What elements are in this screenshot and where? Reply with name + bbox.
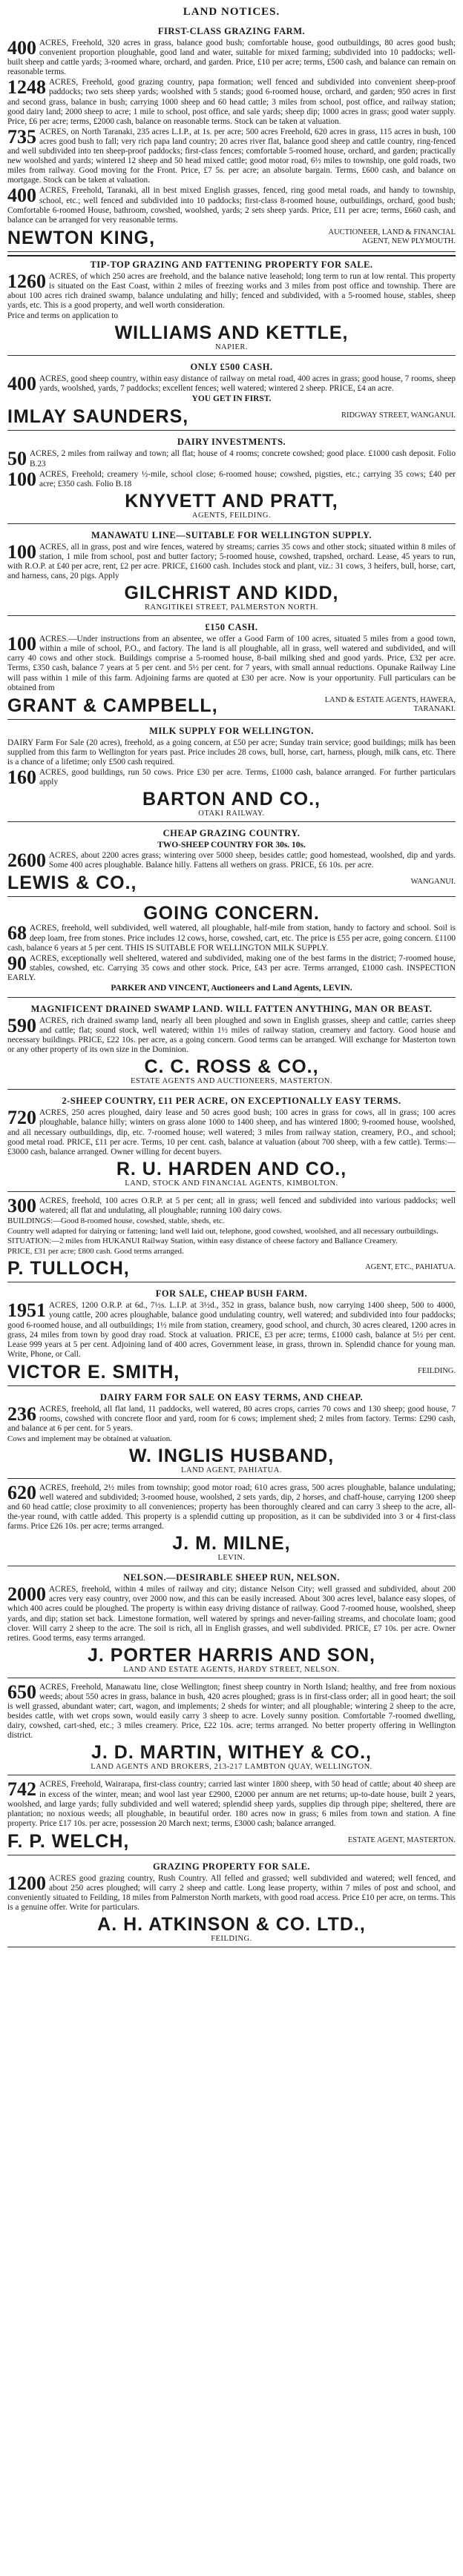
agent-note: NAPIER.	[214, 343, 249, 352]
ad-imlay-saunders	[7, 359, 456, 431]
ad-lead-number: 68	[7, 922, 27, 944]
agent-name: P. TULLOCH,	[7, 1258, 130, 1279]
ad-paragraph: 620 ACRES, freehold, 2½ miles from township; good motor road; 610 acres grass, 500 acres ploughable, balance undulating; well watered and subdivided; 3-roomed house, woolshed, 2 sets yards, dip, 2 horses, and chaff-house, carrying 1200 sheep and 60 head cattle; close proximity to all conveniences; property has been thoroughly cleared and can carry 3 sheep to the acre, all-the-year round, with cattle added. This property is a splendid cutting up proposition, as it can be subdivided into 3 or 4 first-class farms. Price £26 10s. per acre; terms arranged.	[7, 1481, 456, 1532]
agent-name: F. P. WELCH,	[7, 1830, 130, 1852]
land-notices-page	[7, 0, 456, 1947]
agent-row	[7, 1830, 456, 1852]
ad-paragraph: 100 ACRES, Freehold; creamery ½-mile, school close; 6-roomed house; cowshed, pigsties, etc.; carrying 35 cows; £40 per acre; £350 cash. Folio B.18	[7, 468, 456, 490]
page-title: LAND NOTICES.	[183, 6, 280, 18]
agent-name: KNYVETT AND PRATT,	[125, 490, 338, 511]
ad-heading: 2-SHEEP COUNTRY, £11 PER ACRE, ON EXCEPTIONALLY EASY TERMS.	[62, 1096, 401, 1107]
agent-note: RIDGWAY STREET, WANGANUI.	[341, 411, 456, 420]
ad-paragraph: 400 ACRES, good sheep country, within easy distance of railway on metal road, 400 acres in grass; good house, 7 rooms, sheep yards, woolshed, yards, 7 paddocks; excellent fences; well watered; wintered 2 sheep. PRICE, £4 an acre.	[7, 373, 456, 395]
agent-note: LAND & ESTATE AGENTS, HAWERA, TARANAKI.	[324, 695, 456, 713]
ad-lead-number: 90	[7, 952, 27, 974]
ad-lead-number: 100	[7, 540, 36, 563]
ad-paragraph: 590 ACRES, rich drained swamp land, nearly all been ploughed and sown in English grasses, sheep and cattle; carries sheep and cattle; flat; sound stock, well watered; within 1½ miles of railway station, creamery and factory. Good house and necessary buildings. PRICE, £22 10s. per acre, as a going concern. Good terms can be arranged. Will exchange for Masterton town or any other property of its own size in the Dominion.	[7, 1014, 456, 1055]
ad-lead-number: 590	[7, 1014, 36, 1036]
agent-name: IMLAY SAUNDERS,	[7, 406, 189, 428]
ad-paragraph: 2000 ACRES, freehold, within 4 miles of railway and city; distance Nelson City; well grassed and subdivided, about 200 acres very easy country, over 2000 now, and this can be easily increased. About 300 acres level, balance easy slopes, of which 400 acres could be ploughed. The property is within easy driving distance of railway. Good 7-roomed house, woolshed, sheep yards, and dip; station set back. Limestone formation, well watered by springs and never-failing streams, and chocolate loam; good clover. Will carry 2 sheep to the acre. The soil is rich, all in English grasses, and well subdivided. PRICE, £7 10s. per acre. Owner retires. Good terms, easy terms arranged.	[7, 1583, 456, 1643]
ad-lead-number: 400	[7, 37, 36, 59]
ad-paragraph: 90 ACRES, exceptionally well sheltered, watered and subdivided, making one of the best farms in the district; 7-roomed house, stables, cowshed, etc. Carrying 35 cows and other stock. Price, £43 per acre. Terms arranged, £1000 cash. INSPECTION EARLY.	[7, 952, 456, 982]
ad-paragraph: 742 ACRES, Freehold, Wairarapa, first-class country; carried last winter 1800 sheep, with 50 head of cattle; about 40 sheep are in excess of the winter, mean; and wool last year £2900, £2000 per annum are net returns; up-to-date house, built 2 years, woolshed, and large yards; fully subdivided and well watered; splendid sheep yards, supplies dip through pipe; sheltered, there are plantation; no noxious weeds; all ploughable, in beautiful order. 180 acres now in grass; 6 miles from town and station. A fine property. Price £17 10s. per acre, possession 20 March next; terms, £3000 cash; balance arranged.	[7, 1778, 456, 1828]
ad-paragraph: DAIRY Farm For Sale (20 acres), freehold, as a going concern, at £50 per acre; Sunday train service; good buildings; milk has been supplied from this farm to Wellington for years past. Price includes 28 cows, bull, horse, cart, harness, plough, milk cans, etc. There is a chance of a lifetime; only £500 cash required.	[7, 738, 456, 766]
ad-heading: DAIRY INVESTMENTS.	[177, 437, 286, 448]
ad-lead-number: 236	[7, 1403, 36, 1425]
agent-name: BARTON AND CO.,	[142, 789, 321, 810]
agent-row	[7, 694, 456, 716]
ad-lead-number: 650	[7, 1681, 36, 1703]
ad-paragraph: BUILDINGS:—Good 8-roomed house, cowshed, stable, sheds, etc.	[7, 1216, 225, 1225]
agent-note: LAND, STOCK AND FINANCIAL AGENTS, KIMBOLTON.	[125, 1179, 338, 1188]
ad-heading: MANAWATU LINE—SUITABLE FOR WELLINGTON SUPPLY.	[91, 529, 372, 540]
agent-note: FEILDING.	[417, 1366, 456, 1375]
ad-subheading: TWO-SHEEP COUNTRY FOR 30s. 10s.	[157, 841, 306, 850]
agent-note: LEVIN.	[217, 1554, 246, 1563]
ad-lead-number: 1248	[7, 76, 46, 99]
agent-note: LAND AGENTS AND BROKERS, 213-217 LAMBTON QUAY, WELLINGTON.	[91, 1763, 372, 1772]
agent-note: OTAKI RAILWAY.	[198, 809, 265, 818]
ad-lead-number: 400	[7, 185, 36, 207]
ad-paragraph: Country well adapted for dairying or fattening; land well laid out, telephone, good cowshed, woolshed, and all necessary outbuildings.	[7, 1226, 439, 1236]
ad-lead-number: 1260	[7, 270, 46, 292]
agent-note: LAND AGENT, PAHIATUA.	[181, 1466, 282, 1474]
ad-inglis-husband	[7, 1389, 456, 1479]
ad-williams-kettle	[7, 255, 456, 356]
agent-row	[7, 871, 456, 893]
agent-note: AGENTS, FEILDING.	[191, 511, 272, 520]
ad-lead-number: 1200	[7, 1872, 46, 1894]
ad-barton-co	[7, 723, 456, 822]
ad-heading: DAIRY FARM FOR SALE ON EASY TERMS, AND CHEAP.	[99, 1391, 364, 1403]
ad-paragraph: Cows and implement may be obtained at valuation.	[7, 1434, 172, 1444]
ad-gilchrist-kidd	[7, 527, 456, 616]
ad-paragraph: 50 ACRES, 2 miles from railway and town; all flat; house of 4 rooms; concrete cowshed; good place. £1000 cash deposit. Folio B.23	[7, 448, 456, 470]
ad-lead-number: 720	[7, 1107, 36, 1129]
ad-heading: NELSON.—DESIRABLE SHEEP RUN, NELSON.	[123, 1572, 340, 1583]
ad-lead-number: 2000	[7, 1583, 46, 1606]
ad-heading: GRAZING PROPERTY FOR SALE.	[152, 1861, 311, 1872]
ad-lead-number: 50	[7, 448, 27, 470]
ad-paragraph: Price and terms on application to	[7, 311, 119, 321]
agent-note: ESTATE AGENTS AND AUCTIONEERS, MASTERTON.	[130, 1077, 332, 1086]
agent-row	[7, 226, 456, 248]
agent-name: GRANT & CAMPBELL,	[7, 695, 218, 716]
agent-name: R. U. HARDEN AND CO.,	[116, 1158, 347, 1179]
agent-name: A. H. ATKINSON & CO. LTD.,	[97, 1914, 366, 1936]
ad-tulloch	[7, 1195, 456, 1283]
agent-name: J. D. MARTIN, WITHEY & CO.,	[91, 1742, 372, 1764]
ad-heading: MAGNIFICENT DRAINED SWAMP LAND. WILL FATTEN ANYTHING, MAN OR BEAST.	[30, 1003, 433, 1014]
ad-subheading: YOU GET IN FIRST.	[191, 394, 272, 404]
ad-paragraph: 100 ACRES.—Under instructions from an absentee, we offer a Good Farm of 100 acres, situated 5 miles from a good town, within a mile of school, P.O., and factory. The land is all ploughable, all in grass, well watered and subdivided, and will carry 40 cows and other stock. Buildings comprise a 5-roomed house, 8-bail milking shed and good yards. Price, £32 per acre. Terms, £350 cash, balance 7 years at 5 per cent. and 5½ per cent. for 7 years, with small annual reductions. Opunake Railway Line will pass within 1 mile of this farm. Adjoining farms are quoted at £30 per acre. Now is your opportunity. Full particulars can be obtained from	[7, 633, 456, 692]
agent-row	[7, 405, 456, 427]
ad-heading: £150 CASH.	[205, 622, 258, 633]
ad-lead-number: 742	[7, 1778, 36, 1801]
agent-name: J. PORTER HARRIS AND SON,	[87, 1644, 375, 1666]
agent-name: WILLIAMS AND KETTLE,	[114, 322, 349, 344]
ad-paragraph: 236 ACRES, freehold, all flat land, 11 paddocks, well watered, 80 acres crops, carries 70 cows and 130 sheep; good house, 7 rooms, cowshed with concrete floor and yard, room for 6 cows; implement shed; 2 miles from factory. Terms: £290 cash, and balance at 6 per cent. for 5 years.	[7, 1403, 456, 1434]
ad-heading: ONLY £500 CASH.	[190, 362, 273, 373]
ad-lewis-co	[7, 825, 456, 897]
apply-label: Apply	[98, 572, 119, 581]
agent-name: GILCHRIST AND KIDD,	[124, 583, 339, 604]
agent-name: J. M. MILNE,	[172, 1533, 291, 1554]
ad-lead-number: 2600	[7, 850, 46, 872]
ad-heading: GOING CONCERN.	[143, 903, 320, 924]
agent-note: LAND AND ESTATE AGENTS, HARDY STREET, NELSON.	[123, 1665, 340, 1674]
agent-note: RANGITIKEI STREET, PALMERSTON NORTH.	[145, 603, 318, 612]
ad-paragraph: 100 ACRES, all in grass, post and wire fences, watered by streams; carries 35 cows and other stock; situated within 8 miles of station, 1 mile from school, post and butter factory; 5-roomed house, cowshed, trapshed, orchard. Lease, 45 years to run, with R.O.P. at £40 per acre, rent, £2 per acre. PRICE, £1600 cash. Includes stock and plant, viz.: 31 cows, 3 heifers, bull, horse, cart, and harness, cans, 20 pigs. Apply	[7, 540, 456, 581]
ad-paragraph: 68 ACRES, freehold, well subdivided, well watered, all ploughable, half-mile from station, handy to factory and school. Soil is deep loam, free from stones. Price includes 12 cows, horse, cowshed, cart, etc. The price is £55 per acre, going concern. £1100 cash, balance 6 years at 5 per cent. THIS IS SUITABLE FOR WELLINGTON MILK SUPPLY.	[7, 922, 456, 953]
ad-paragraph: 735 ACRES, on North Taranaki, 235 acres L.I.P., at 1s. per acre; 500 acres Freehold, 620 acres in grass, 115 acres in bush, 100 acres good bush to fall; very rich papa land country; 20 acres river flat, balance good sheep and cattle country, ring-fenced and well subdivided into ten sheep-proof paddocks; first-class fences; comfortable 5-roomed house, orchard, and garden; practically new woolshed and yards; wintered 12 sheep and 50 head mixed cattle; good motor road, 6½ miles to township, one gold roads, two miles from railway. Good moving for the Front. Price, £7 5s. per acre; an absolute bargain. Terms, £600 cash, and balance on mortgage. Stock can be taken at valuation.	[7, 125, 456, 185]
ad-martin-co	[7, 1681, 456, 1776]
ad-welch	[7, 1778, 456, 1855]
ad-heading: FIRST-CLASS GRAZING FARM.	[157, 26, 306, 36]
ad-paragraph: 400 ACRES, Freehold, Taranaki, all in best mixed English grasses, fenced, ring good metal roads, and handy to township, school, etc.; well fenced and subdivided into 10 paddocks; first-class 8-roomed house, outbuildings, orchard, good bush; Comfortable 6-roomed House, bathroom, cowshed, woolshed, yards; 2 sets sheep yards. Price, £11 per acre; terms, £660 cash, and balance can be arranged for very reasonable terms.	[7, 185, 456, 225]
agent-note: WANGANUI.	[410, 878, 456, 887]
ad-heading: MILK SUPPLY FOR WELLINGTON.	[149, 725, 314, 736]
ad-paragraph: 1200 ACRES good grazing country, Rush Country. All felled and grassed; well subdivided and watered; well fenced, and about 250 acres ploughed; will carry 2 sheep and cattle. Long lease property, within 7 miles of post and school, and conveniently situated to Feilding, 18 miles from Palmerston North markets, with good road access. Price £10 per acre, on terms. This is a genuine offer. Write for particulars.	[7, 1872, 456, 1913]
ad-lead-number: 100	[7, 633, 36, 655]
ad-knyvett-pratt	[7, 434, 456, 523]
ad-harden-co	[7, 1093, 456, 1191]
ad-paragraph: PRICE, £31 per acre; £800 cash. Good terms arranged.	[7, 1246, 184, 1256]
agent-note: AGENT, ETC., PAHIATUA.	[365, 1263, 456, 1272]
agent-name: VICTOR E. SMITH,	[7, 1361, 180, 1383]
ad-lead-number: 1951	[7, 1299, 46, 1322]
ad-paragraph: 2600 ACRES, about 2200 acres grass; wintering over 5000 sheep, besides cattle; good homestead, woolshed, dip and yards. Some 400 acres ploughable. Balance hilly. Fattens all wethers on grass. PRICE, £6 10s. per acre.	[7, 850, 456, 872]
ad-porter-harris	[7, 1569, 456, 1678]
ad-heading: CHEAP GRAZING COUNTRY.	[162, 828, 301, 839]
ad-paragraph: 1248 ACRES, Freehold, good grazing country, papa formation; well fenced and subdivided into convenient sheep-proof paddocks; two sets sheep yards; woolshed with 5 stands; good 6-roomed house, orchard, and garden; 950 acres in first and second grass, balance in bush; carrying 1000 sheep and 60 head cattle; 3 miles from school, post office, and railway station; good dairy land; 2000 sheep to acre; 1 mile to school, post office, and sale yards; sheep dip; 1000 acres in grass; good water supply. Price, £6 per acre; terms, £2000 cash, balance on reasonable terms. Stock can be taken at valuation.	[7, 76, 456, 126]
agent-line: PARKER AND VINCENT, Auctioneers and Land Agents, LEVIN.	[111, 983, 352, 993]
agent-name: C. C. ROSS & CO.,	[144, 1056, 319, 1078]
ad-heading: FOR SALE, CHEAP BUSH FARM.	[155, 1288, 308, 1299]
agent-note: AUCTIONEER, LAND & FINANCIAL AGENT, NEW PLYMOUTH.	[328, 228, 456, 245]
ad-paragraph: 1951 ACRES, 1200 O.R.P. at 6d., 7½s. L.I.P. at 3½d., 352 in grass, balance bush, now carrying 1400 sheep, 500 to 4000, young cattle, 200 acres ploughable, balance good undulating country, well watered; and subdivided into four paddocks; good 6-roomed house, and all outbuildings; 1½ mile from station, creamery, good school, and church, 30 acres cleared, 1200 acres in grass, 24 miles from town by good dray road. Stock at valuation. PRICE, £3 per acre; terms, £1000 cash, balance at 5½ per cent. Lease 999 years at 5 per cent. Adjoining land of 400 acres, Government lease, in grass, thrown in. Splendid chance for young man. Write, Phone, or Call.	[7, 1299, 456, 1359]
ad-ross-co	[7, 1001, 456, 1090]
ad-milne	[7, 1482, 456, 1566]
agent-note: ESTATE AGENT, MASTERTON.	[347, 1835, 456, 1844]
ad-paragraph: 650 ACRES, Freehold, Manawatu line, close Wellington; finest sheep country in North Island; healthy, and free from noxious weeds; about 550 acres in grass, balance in bush, 420 acres ploughed; grass is in first-class order; all in good heart; the soil is well grassed, abundant water; cart, wagon, and implements; 2 sheds for winter; and all ploughable; wintering 2 sheep to the acre, besides cattle, with wet crops sown, would easily carry 3 sheep to acre. Lovely sunny position. Comfortable 7-roomed dwelling, dairy, cowshed, cart-shed, etc.; 3 miles creamery. Price, £22 10s. acre; terms arranged. No better property offering in Wellington district.	[7, 1681, 456, 1741]
ad-heading: TIP-TOP GRAZING AND FATTENING PROPERTY FOR SALE.	[90, 259, 373, 270]
agent-name: NEWTON KING,	[7, 227, 156, 248]
ad-newton-king	[7, 23, 456, 252]
agent-name: LEWIS & CO.,	[7, 873, 137, 894]
ad-grant-campbell	[7, 619, 456, 720]
ad-lead-number: 100	[7, 468, 36, 490]
agent-row	[7, 1360, 456, 1383]
ad-paragraph: 1260 ACRES, of which 250 acres are freehold, and the balance native leasehold; long term to run at low rental. This property is situated on the East Coast, within 2 miles of freezing works and 3 miles from post office and township. There are about 100 acres rich drained swamp, balance undulating and hilly; fenced and subdivided, with a 5-roomed house, stables, sheep yards, etc. This is a good property, and well worth consideration.	[7, 270, 456, 311]
agent-row	[7, 1256, 456, 1279]
ad-paragraph: 400 ACRES, Freehold, 320 acres in grass, balance good bush; comfortable house, good outbuildings, 80 acres good bush; convenient proportion ploughable, good land and water, suitable for mixed farming; subdivided into 10 paddocks; well-built sheep and cattle yards; 3-roomed whare, orchard, and garden. Price, £10 per acre; terms, £500 cash, and balance can remain on reasonable terms.	[7, 37, 456, 77]
ad-paragraph: SITUATION:—2 miles from HUKANUI Railway Station, within easy distance of cheese factory and Ballance Creamery.	[7, 1236, 398, 1246]
ad-lead-number: 400	[7, 373, 36, 395]
ad-paragraph: 300 ACRES, freehold, 100 acres O.R.P. at 5 per cent; all in grass; well fenced and subdivided into various paddocks; well watered; all flat and undulating, all ploughable; running 100 dairy cows.	[7, 1194, 456, 1216]
ad-paragraph: 160 ACRES, good buildings, run 50 cows. Price £30 per acre. Terms, £1000 cash, balance arranged. For further particulars apply	[7, 766, 456, 789]
ad-parker-vincent	[7, 900, 456, 998]
ad-lead-number: 160	[7, 766, 36, 789]
ad-victor-smith	[7, 1285, 456, 1386]
ad-atkinson-co	[7, 1858, 456, 1947]
ad-lead-number: 300	[7, 1194, 36, 1216]
ad-lead-number: 735	[7, 125, 36, 148]
ad-lead-number: 620	[7, 1481, 36, 1503]
agent-name: W. INGLIS HUSBAND,	[128, 1445, 335, 1466]
agent-note: FEILDING.	[211, 1935, 252, 1944]
ad-paragraph: 720 ACRES, 250 acres ploughed, dairy lease and 50 acres good bush; 100 acres in grass for cows, all in grass; 100 acres ploughable, balance hilly; winters on grass alone 1000 to 1400 sheep, and has wintered 1800; 9-roomed house, woolshed, and all necessary outbuildings, dip, etc. 7-roomed house; well watered; 3 miles from railway station, creamery, P.O., and school; good metal road. PRICE, £11 per acre. Terms, 10 per cent. cash, balance at valuation (about 700 sheep, with a few cattle). Terms:—£3000 cash, balance arranged. Owner willing for decent buyers.	[7, 1107, 456, 1156]
